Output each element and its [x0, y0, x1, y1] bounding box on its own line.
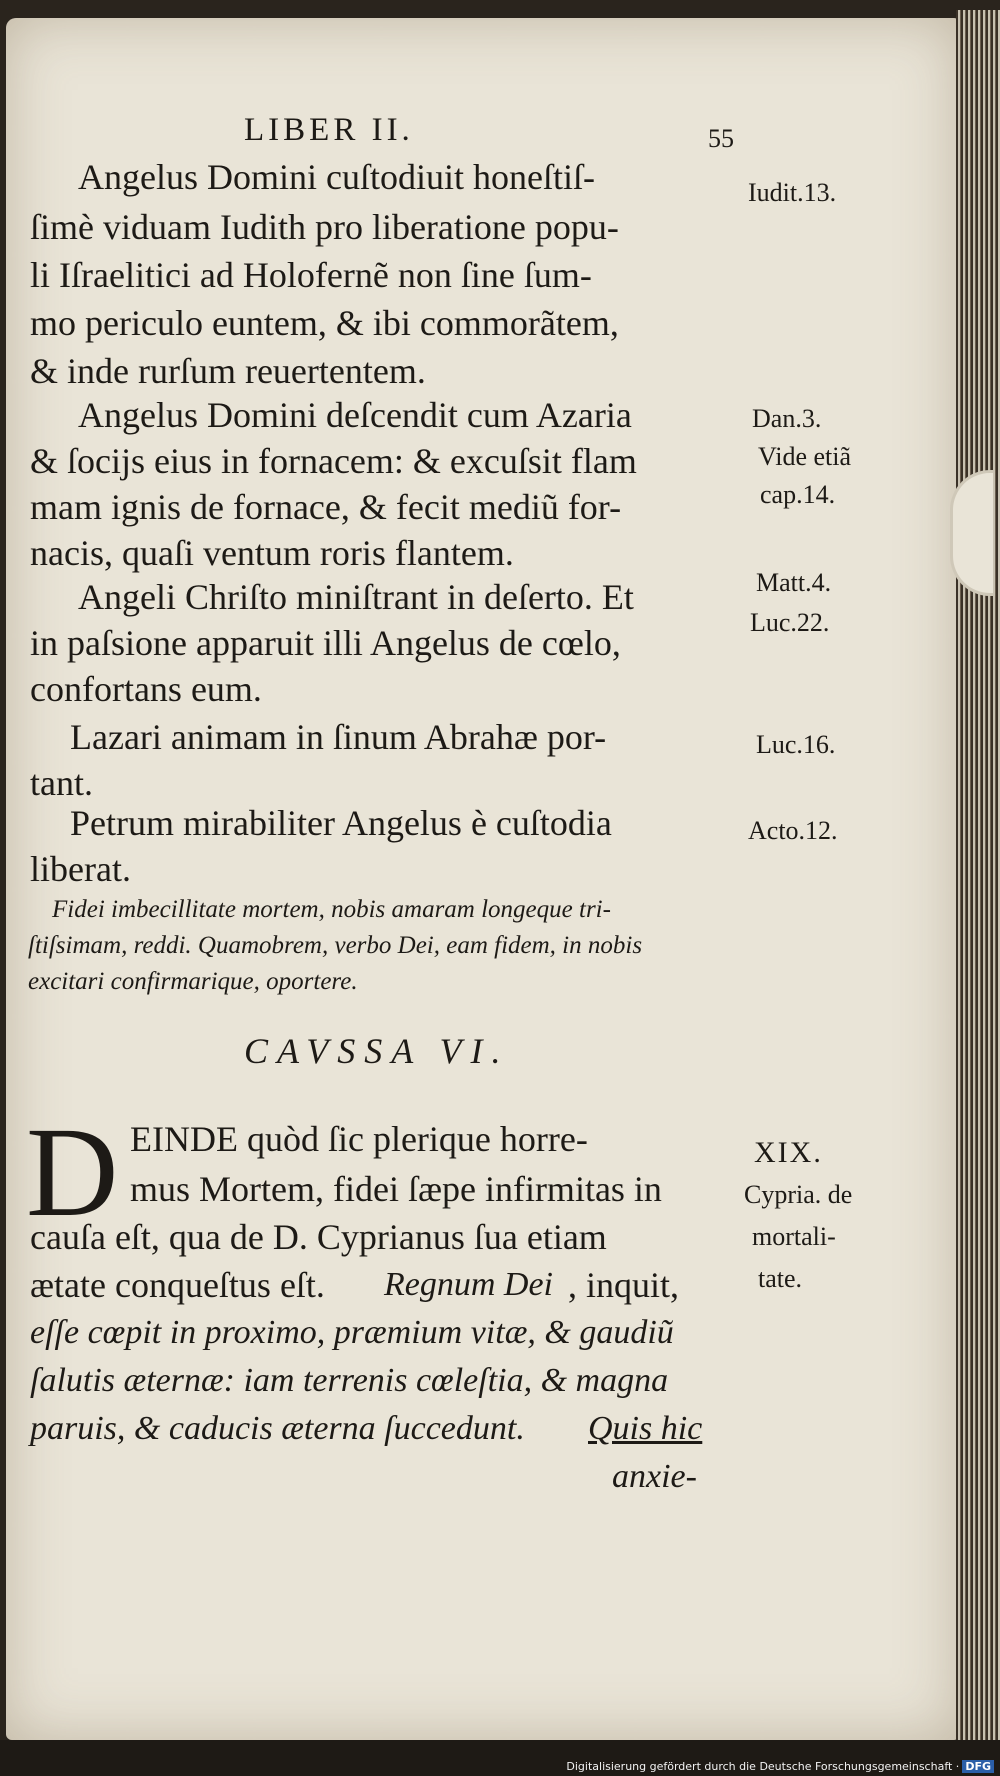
text-line: mam ignis de fornace, & fecit mediũ for-: [30, 487, 622, 527]
margin-reference: Acto.12.: [748, 816, 838, 845]
credit-text: Digitalisierung gefördert durch die Deutsche Forschungsgemeinschaft ·: [566, 1760, 960, 1773]
text-line: , inquit,: [568, 1265, 680, 1305]
text-line: tant.: [30, 763, 93, 803]
summary-line: excitari confirmarique, oportere.: [28, 968, 358, 995]
text-line: nacis, quaſi ventum roris flantem.: [30, 533, 514, 573]
text-line: Lazari animam in ſinum Abrahæ por-: [70, 717, 607, 757]
margin-reference: Vide etiã: [758, 442, 852, 471]
text-line: ætate conqueſtus eſt.: [30, 1265, 325, 1305]
summary-line: Fidei imbecillitate mortem, nobis amaram longeque tri-: [52, 896, 611, 923]
margin-reference: Luc.16.: [756, 730, 836, 759]
dfg-logo: DFG: [962, 1760, 994, 1773]
page-edges: [956, 10, 1000, 1750]
text-line: & inde rurſum reuertentem.: [30, 351, 426, 391]
italic-line: eſſe cœpit in proximo, præmium vitæ, & gaudiũ: [30, 1314, 674, 1351]
text-line: liberat.: [30, 849, 131, 889]
text-line: Angeli Chriſto miniſtrant in deſerto. Et: [78, 577, 634, 617]
text-line: li Iſraelitici ad Holofernẽ non ſine ſum-: [30, 255, 592, 295]
page-number: 55: [708, 124, 734, 153]
clasp-mark: [950, 470, 993, 596]
text-line: mus Mortem, fidei ſæpe infirmitas in: [130, 1169, 662, 1209]
text-line: ſimè viduam Iudith pro liberatione popu-: [30, 207, 619, 247]
section-number: XIX.: [754, 1136, 823, 1169]
text-line: & ſocijs eius in fornacem: & excuſsit flam: [30, 441, 637, 481]
text-line: confortans eum.: [30, 669, 262, 709]
margin-reference: cap.14.: [760, 480, 836, 509]
margin-reference: tate.: [758, 1264, 803, 1293]
digitization-credit: [566, 1760, 994, 1773]
text-line: Petrum mirabiliter Angelus è cuſtodia: [70, 803, 612, 843]
text-line: mo periculo euntem, & ibi commorãtem,: [30, 303, 619, 343]
margin-reference: Luc.22.: [750, 608, 830, 637]
catchword: anxie-: [612, 1458, 697, 1495]
text-line: EINDE quòd ſic plerique horre-: [130, 1119, 588, 1159]
summary-line: ſtiſsimam, reddi. Quamobrem, verbo Dei, eam fidem, in nobis: [28, 932, 643, 959]
italic-phrase: Quis hic: [588, 1410, 703, 1447]
margin-reference: Dan.3.: [752, 404, 822, 433]
running-title: LIBER II.: [244, 112, 414, 148]
margin-reference: Matt.4.: [756, 568, 832, 597]
margin-reference: Cypria. de: [744, 1180, 853, 1209]
text-line: in paſsione apparuit illi Angelus de cœlo,: [30, 623, 621, 663]
text-line: Angelus Domini deſcendit cum Azaria: [78, 395, 632, 435]
margin-reference: mortali-: [752, 1222, 836, 1251]
italic-line: paruis, & caducis æterna ſuccedunt.: [30, 1410, 525, 1447]
margin-reference: Iudit.13.: [748, 178, 837, 207]
text-line: cauſa eſt, qua de D. Cyprianus ſua etiam: [30, 1217, 607, 1257]
text-line: Angelus Domini cuſtodiuit honeſtiſ-: [78, 157, 595, 197]
drop-cap: D: [26, 1101, 119, 1243]
italic-line: ſalutis æternæ: iam terrenis cœleſtia, & magna: [30, 1362, 669, 1399]
section-title: CAVSSA VI.: [244, 1031, 510, 1071]
italic-phrase: Regnum Dei: [384, 1266, 554, 1303]
